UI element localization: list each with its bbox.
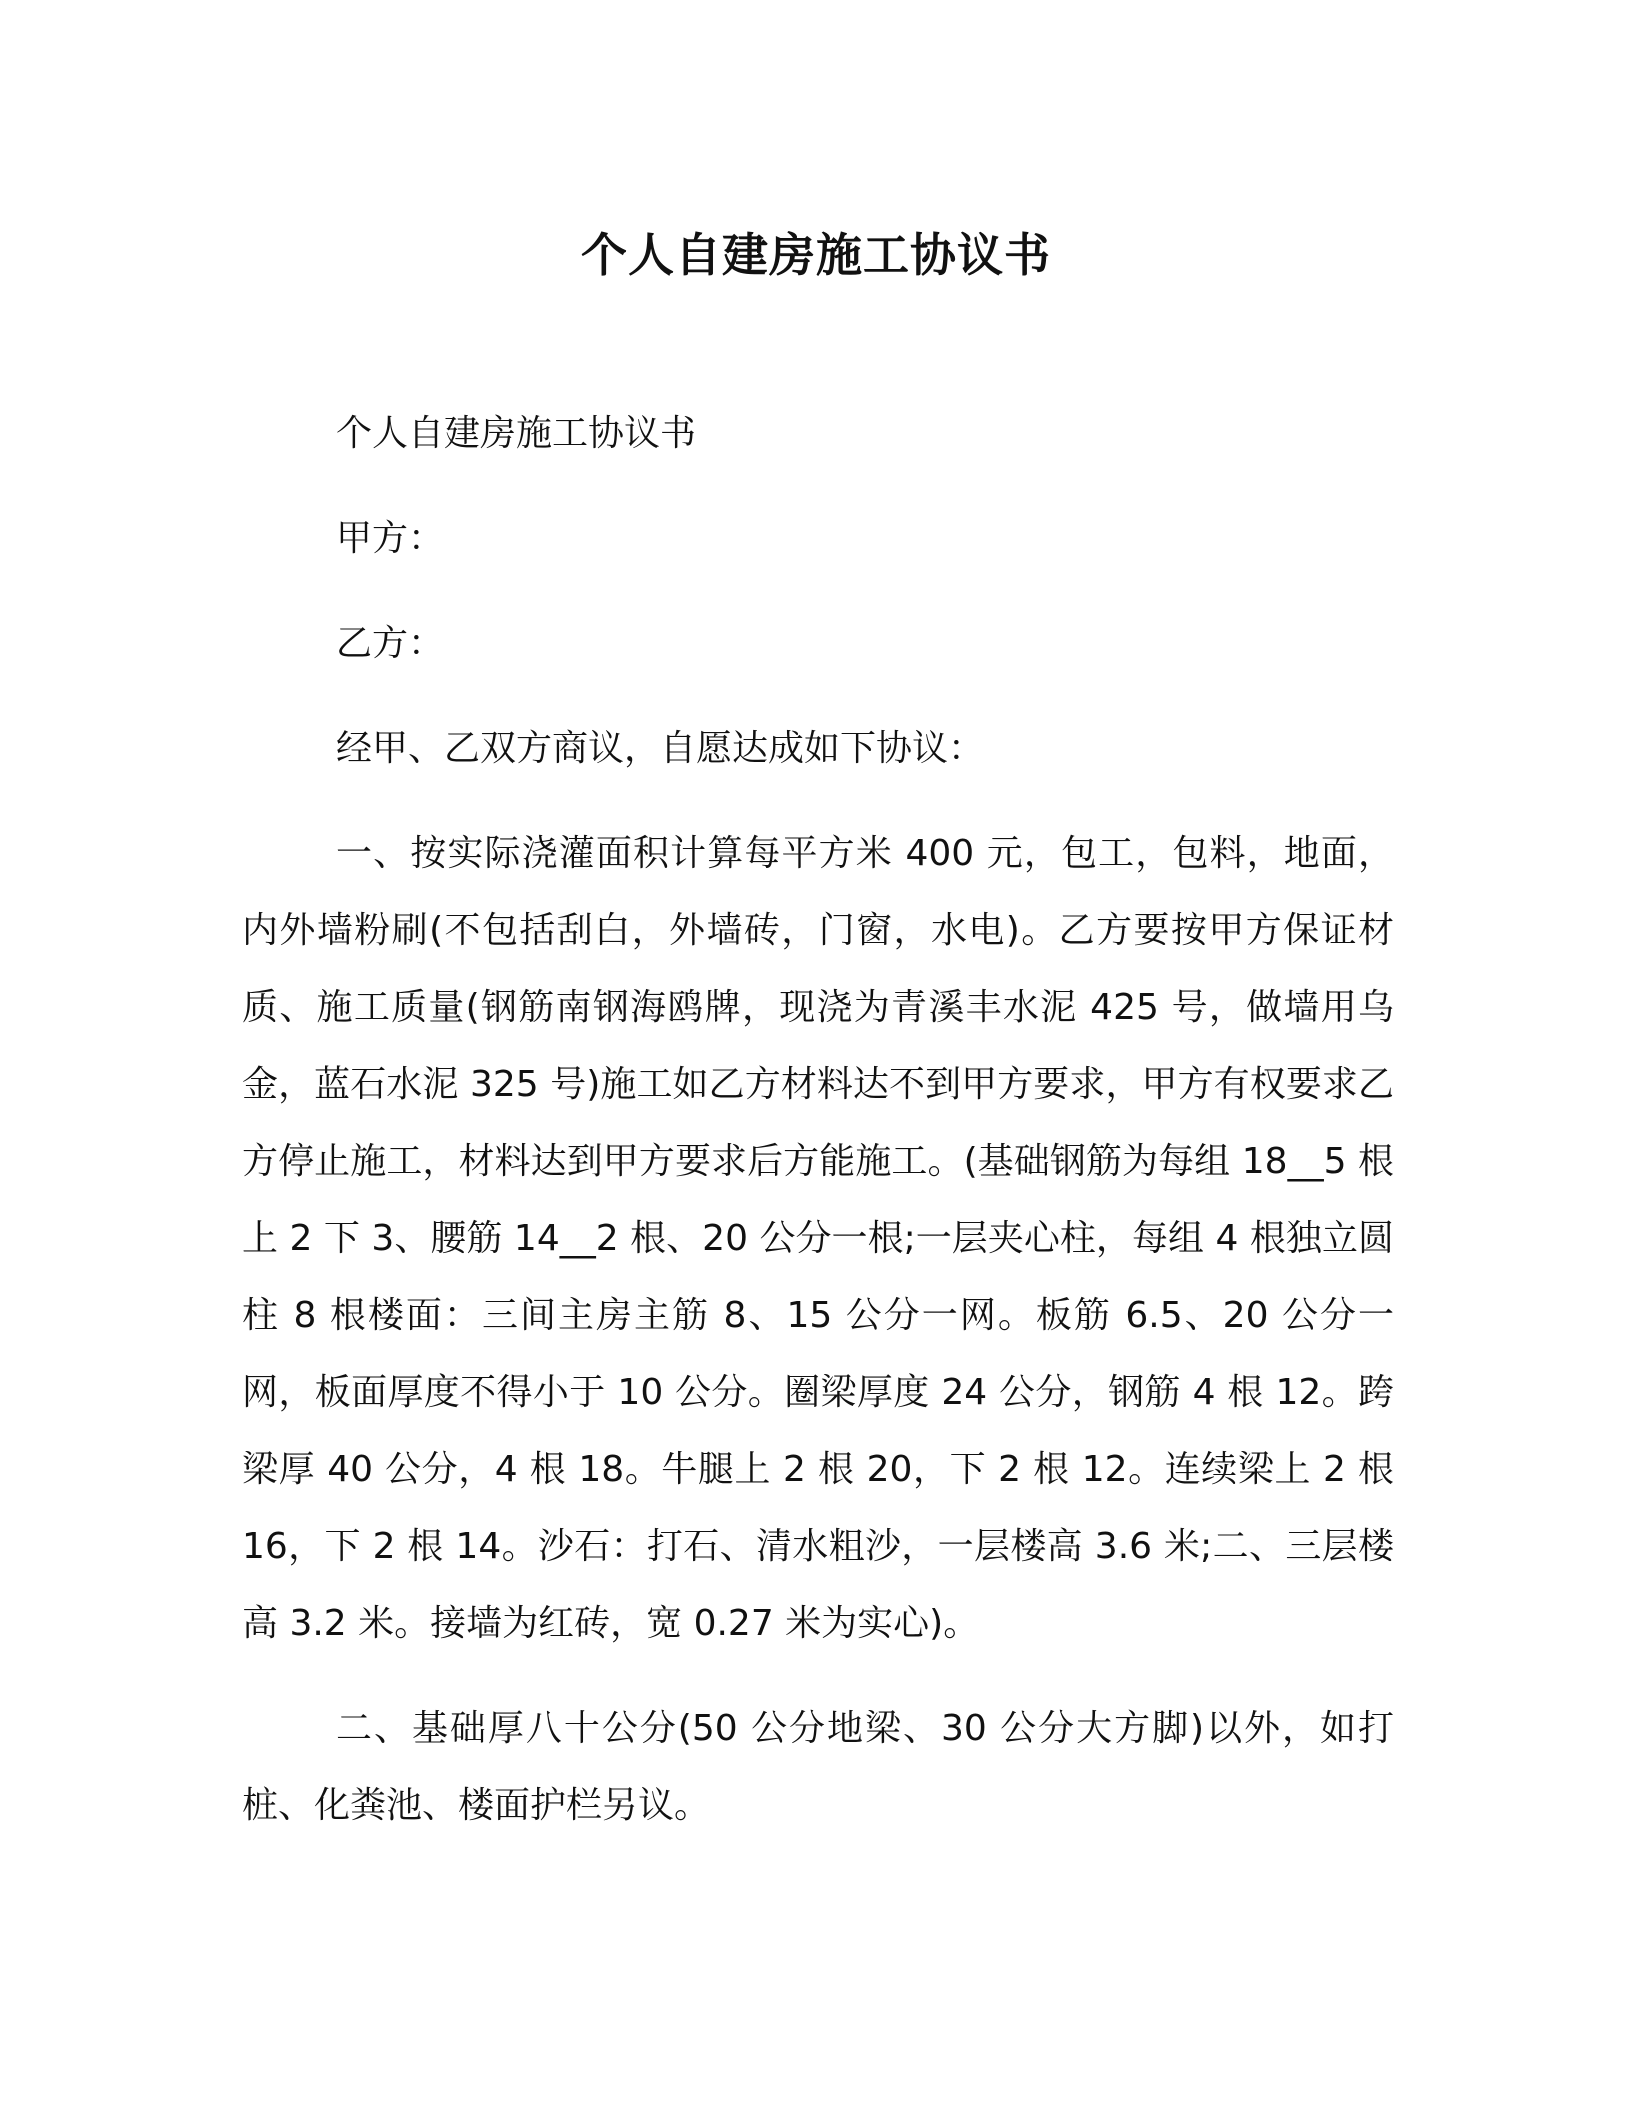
paragraph-clause-2: 二、基础厚八十公分(50 公分地梁、30 公分大方脚)以外，如打桩、化粪池、楼面护栏另议。 <box>242 1708 1394 1826</box>
document-body <box>242 395 1394 1872</box>
paragraph-clause-1: 一、按实际浇灌面积计算每平方米 400 元，包工，包料，地面，内外墙粉刷(不包括刮白，外墙砖，门窗，水电)。乙方要按甲方保证材质、施工质量(钢筋南钢海鸥牌，现浇为青溪丰水泥 425 号，做墙用乌金，蓝石水泥 325 号)施工如乙方材料达不到甲方要求，甲方有权要求乙方停止施工，材料达到甲方要求后方能施工。(基础钢筋为每组 18__5 根上 2 下 3、腰筋 14__2 根、20 公分一根;一层夹心柱，每组 4 根独立圆柱 8 根楼面：三间主房主筋 8、15 公分一网。板筋 6.5、20 公分一网，板面厚度不得小于 10 公分。圈梁厚度 24 公分，钢筋 4 根 12。跨梁厚 40 公分，4 根 18。牛腿上 2 根 20，下 2 根 12。连续梁上 2 根 16，下 2 根 14。沙石：打石、清水粗沙，一层楼高 3.6 米;二、三层楼高 3.2 米。接墙为红砖，宽 0.27 米为实心)。 <box>242 833 1394 1644</box>
paragraph-agreement-intro: 经甲、乙双方商议，自愿达成如下协议： <box>336 728 985 769</box>
paragraph-party-a: 甲方： <box>336 518 445 559</box>
paragraph-party-b: 乙方： <box>336 623 445 664</box>
document-title: 个人自建房施工协议书 <box>581 228 1051 282</box>
paragraph-subtitle: 个人自建房施工协议书 <box>336 413 697 454</box>
